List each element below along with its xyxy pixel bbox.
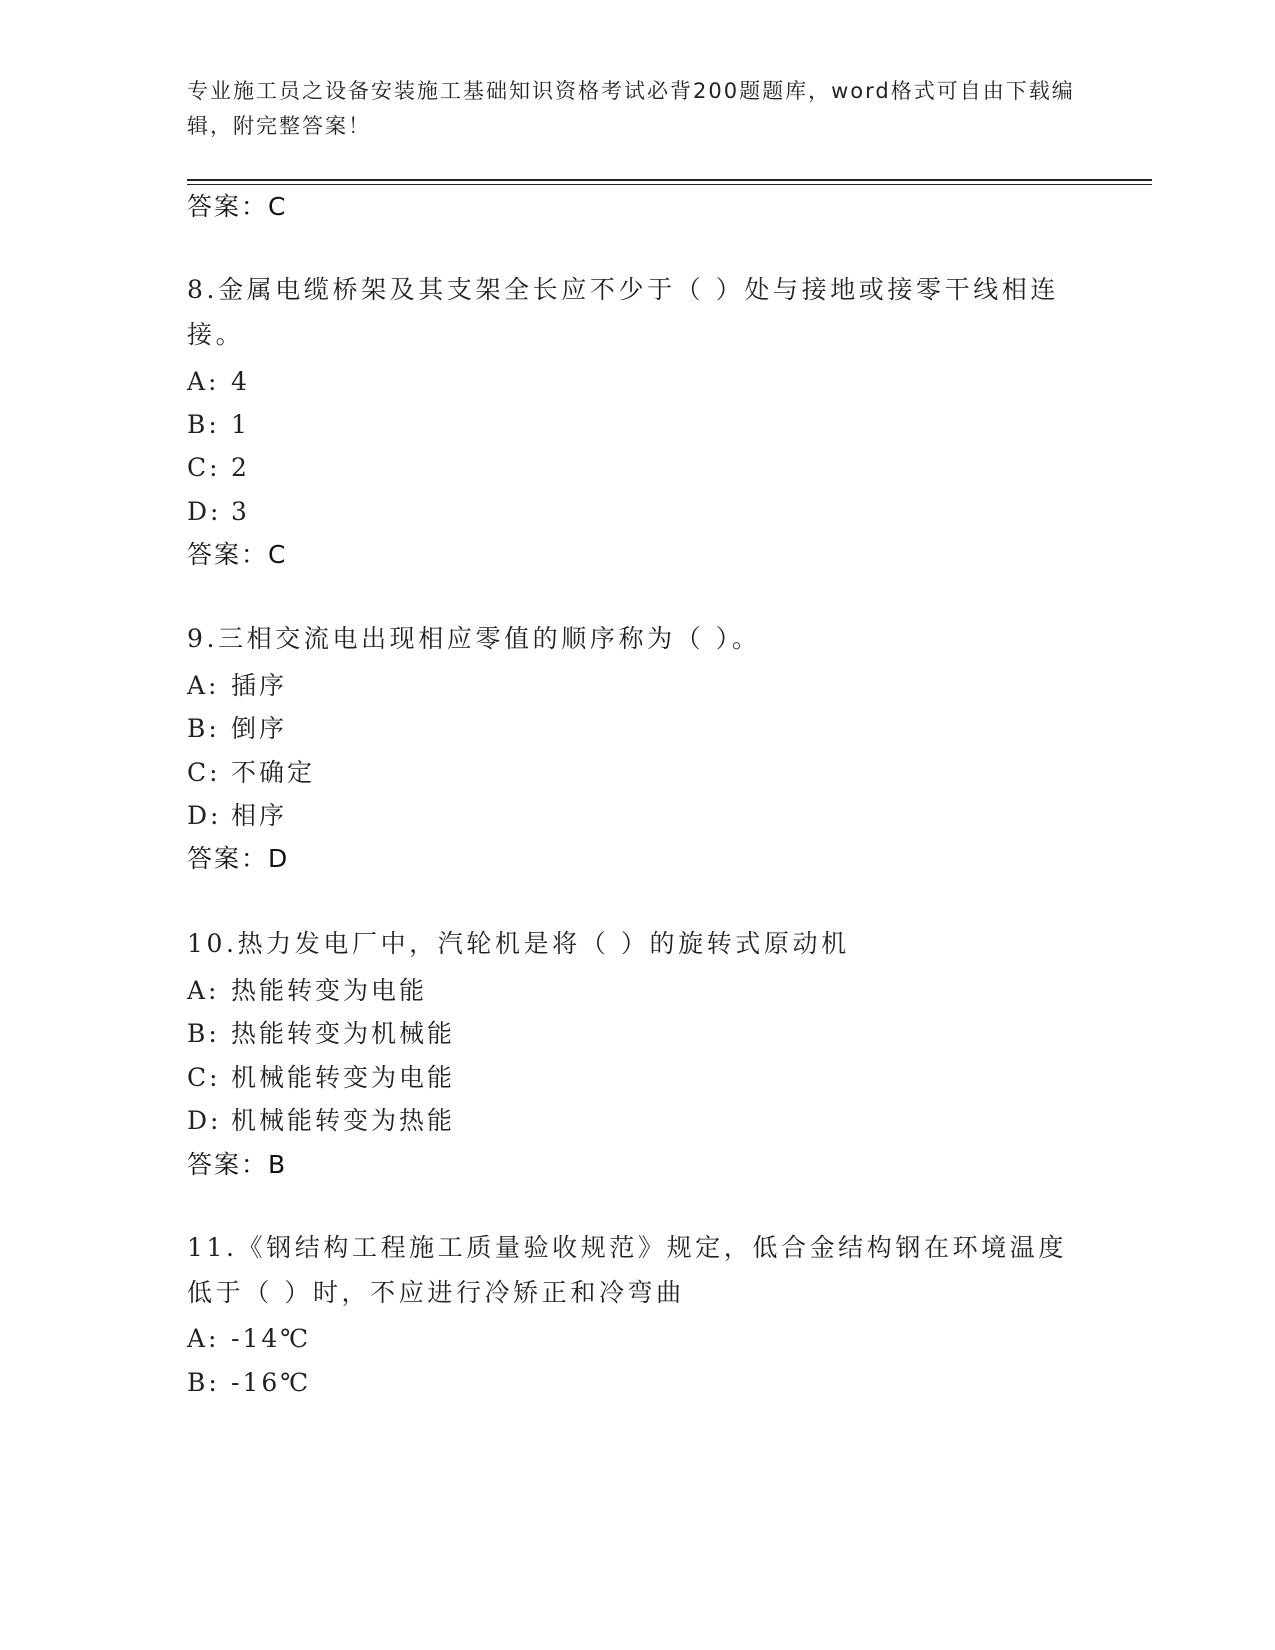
answer-value: D xyxy=(268,844,290,873)
answer-prefix: 答案： xyxy=(187,540,269,569)
question-number: 8. xyxy=(187,275,219,304)
option-text: 热能转变为电能 xyxy=(231,976,428,1005)
question-text xyxy=(187,1225,1087,1315)
option-letter: A: xyxy=(187,367,220,396)
option-text: -14℃ xyxy=(231,1324,312,1353)
option-text: 插序 xyxy=(231,671,288,700)
option-a xyxy=(187,974,427,1008)
question-body: 三相交流电出现相应零值的顺序称为（ ）。 xyxy=(218,624,761,653)
option-letter: D: xyxy=(187,801,222,830)
option-text: 机械能转变为热能 xyxy=(231,1106,456,1135)
option-b xyxy=(187,1366,311,1400)
answer-line xyxy=(187,1148,287,1182)
option-letter: C: xyxy=(187,1063,221,1092)
option-letter: D: xyxy=(187,1106,222,1135)
answer-prefix: 答案： xyxy=(187,844,269,873)
option-text: 3 xyxy=(231,497,250,526)
option-letter: B: xyxy=(187,1019,220,1048)
question-number: 11. xyxy=(187,1233,238,1262)
option-a xyxy=(187,365,250,399)
question-body: 热力发电厂中，汽轮机是将（ ）的旋转式原动机 xyxy=(237,929,850,958)
option-d xyxy=(187,495,250,529)
option-text: 机械能转变为电能 xyxy=(231,1063,456,1092)
question-number: 10. xyxy=(187,929,238,958)
option-c xyxy=(187,451,250,485)
option-text: 热能转变为机械能 xyxy=(231,1019,456,1048)
answer-prefix: 答案： xyxy=(187,192,269,221)
option-text: 相序 xyxy=(231,801,288,830)
answer-value: C xyxy=(268,192,288,221)
option-text: 2 xyxy=(231,453,250,482)
option-letter: A: xyxy=(187,671,220,700)
option-letter: D: xyxy=(187,497,222,526)
answer-value: B xyxy=(268,1150,288,1179)
option-d xyxy=(187,1104,455,1138)
question-body: 《钢结构工程施工质量验收规范》规定，低合金结构钢在环境温度低于（ ）时，不应进行冷矫正和冷弯曲 xyxy=(187,1233,1067,1307)
option-text: 1 xyxy=(231,410,250,439)
question-body: 金属电缆桥架及其支架全长应不少于（ ）处与接地或接零干线相连接。 xyxy=(187,275,1060,349)
option-letter: B: xyxy=(187,410,220,439)
answer-line xyxy=(187,538,287,572)
answer-line xyxy=(187,190,287,224)
option-b xyxy=(187,408,250,442)
option-letter: B: xyxy=(187,1368,220,1397)
option-c xyxy=(187,756,315,790)
question-text xyxy=(187,267,1087,357)
question-number: 9. xyxy=(187,624,219,653)
option-text: -16℃ xyxy=(231,1368,312,1397)
answer-value: C xyxy=(268,540,288,569)
option-letter: A: xyxy=(187,976,220,1005)
option-b xyxy=(187,1017,455,1051)
option-text: 4 xyxy=(231,367,250,396)
option-a xyxy=(187,669,287,703)
answer-line xyxy=(187,842,289,876)
option-letter: C: xyxy=(187,453,221,482)
option-letter: A: xyxy=(187,1324,220,1353)
option-letter: B: xyxy=(187,714,220,743)
question-text xyxy=(187,616,1087,661)
option-text: 不确定 xyxy=(231,758,316,787)
answer-prefix: 答案： xyxy=(187,1150,269,1179)
option-letter: C: xyxy=(187,758,221,787)
header-divider-thick xyxy=(187,179,1152,181)
option-d xyxy=(187,799,287,833)
document-header: 专业施工员之设备安装施工基础知识资格考试必背200题题库，word格式可自由下载编辑，附完整答案！ xyxy=(187,79,1075,138)
option-a xyxy=(187,1322,311,1356)
question-text xyxy=(187,921,1087,966)
option-b xyxy=(187,712,287,746)
header-divider-thin xyxy=(187,184,1152,185)
option-c xyxy=(187,1061,455,1095)
option-text: 倒序 xyxy=(231,714,288,743)
